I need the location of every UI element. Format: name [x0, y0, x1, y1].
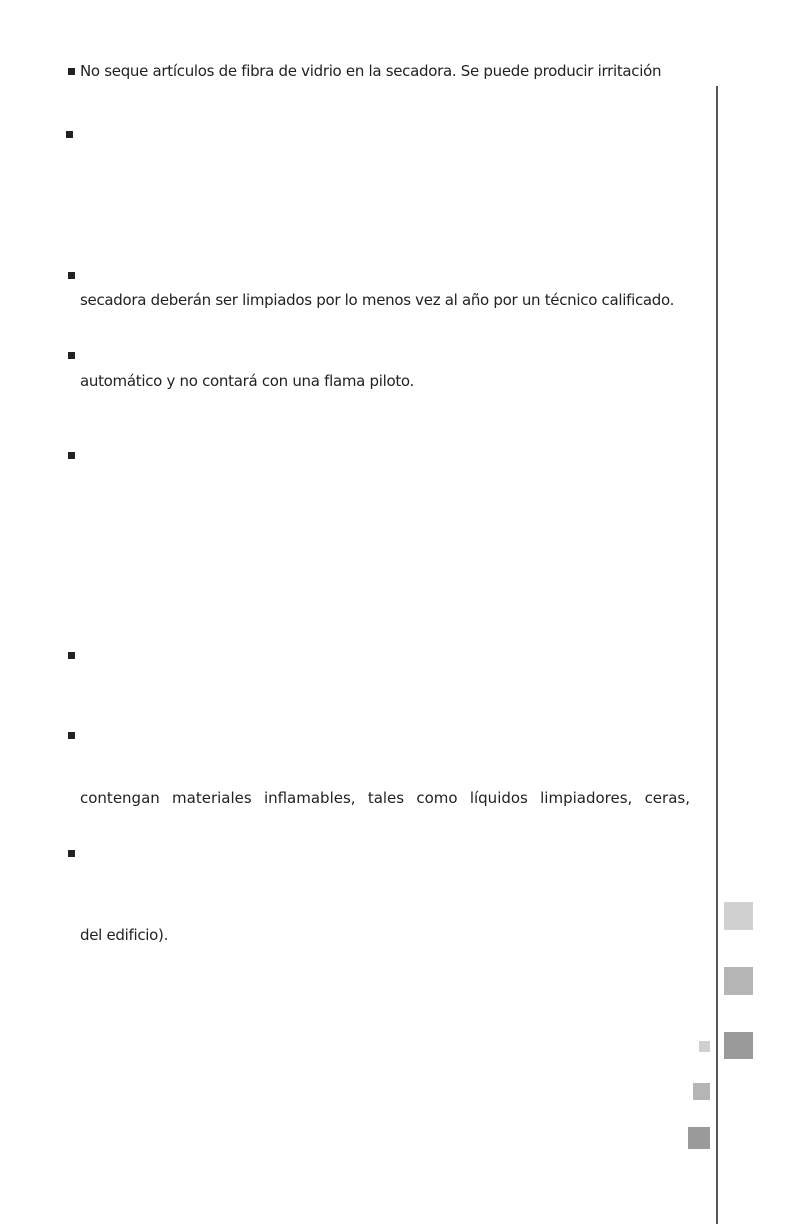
section-tab-mid: [724, 967, 753, 995]
bullet-marker: [68, 352, 75, 359]
word: como: [416, 789, 458, 807]
justified-text-line: [80, 789, 690, 807]
word: limpiadores,: [540, 789, 633, 807]
text-line: del edificio).: [80, 926, 169, 944]
word: líquidos: [469, 789, 528, 807]
word: ceras,: [644, 789, 690, 807]
page-divider: [716, 86, 718, 1224]
bullet-marker: [68, 732, 75, 739]
legend-square-large: [688, 1127, 710, 1149]
legend-square-medium: [693, 1083, 710, 1100]
section-tab-light: [724, 902, 753, 930]
bullet-marker: [68, 850, 75, 857]
word: materiales: [172, 789, 252, 807]
word: contengan: [80, 789, 160, 807]
section-tab-dark: [724, 1032, 753, 1059]
text-line: automático y no contará con una flama piloto.: [80, 372, 415, 390]
text-line: secadora deberán ser limpiados por lo menos vez al año por un técnico calificado.: [80, 291, 675, 309]
word: tales: [367, 789, 405, 807]
text-line: No seque artículos de fibra de vidrio en la secadora. Se puede producir irritación: [80, 62, 662, 80]
bullet-marker: [68, 68, 75, 75]
legend-square-small: [699, 1041, 710, 1052]
bullet-marker: [68, 452, 75, 459]
bullet-marker: [68, 272, 75, 279]
bullet-marker: [66, 131, 73, 138]
bullet-marker: [68, 652, 75, 659]
word: inflamables,: [263, 789, 356, 807]
